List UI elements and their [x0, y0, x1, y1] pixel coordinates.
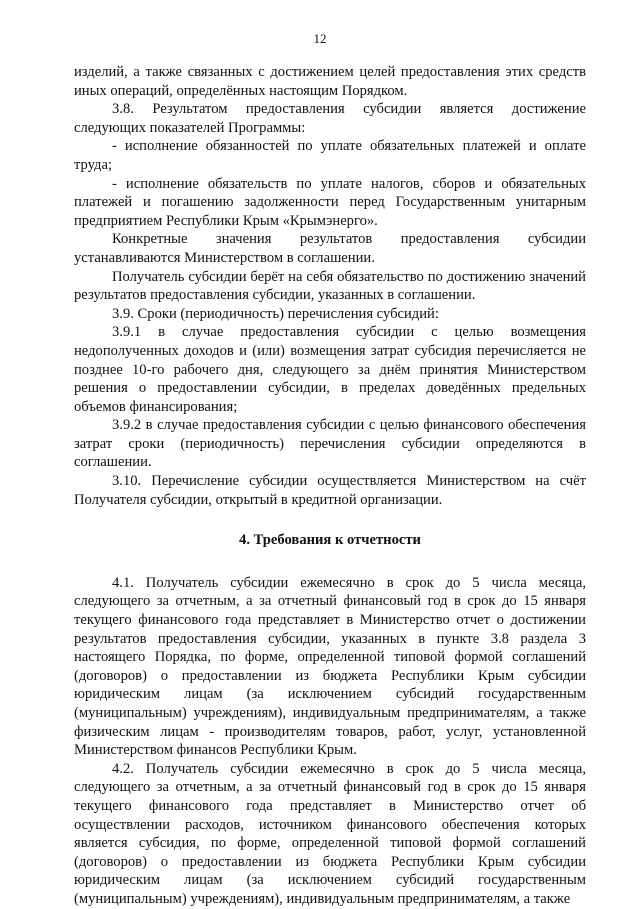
paragraph: изделий, а также связанных с достижением целей предоставления этих средств иных операций, определённых настоящим Порядком. [74, 64, 586, 99]
paragraph: 3.8. Результатом предоставления субсидии является достижение следующих показателей Программы: [74, 101, 586, 136]
section-heading: 4. Требования к отчетности [239, 532, 421, 549]
paragraph: Конкретные значения результатов предоставления субсидии устанавливаются Министерством в соглашении. [74, 231, 586, 266]
paragraph: 3.9.1 в случае предоставления субсидии с целью возмещения недополученных доходов и (или) возмещения затрат субсидия перечисляется не позднее 10-го рабочего дня, следующего за днём принятия Министерством решения о предоставлении субсидии, в пределах доведённых предельных объемов финансирования; [74, 324, 586, 415]
list-item: - исполнение обязанностей по уплате обязательных платежей и оплате труда; [74, 138, 586, 173]
paragraph: 3.10. Перечисление субсидии осуществляется Министерством на счёт Получателя субсидии, открытый в кредитной организации. [74, 473, 586, 508]
list-item: - исполнение обязательств по уплате налогов, сборов и обязательных платежей и погашению задолженности перед Государственным унитарным предприятием Республики Крым «Крымэнерго». [74, 175, 586, 229]
document-body [74, 63, 586, 909]
paragraph: 4.1. Получатель субсидии ежемесячно в срок до 5 числа месяца, следующего за отчетным, а за отчетный финансовый год в срок до 15 января текущего финансового года представляет в Министерство отчет о достижении результатов предоставления субсидии, указанных в пункте 3.8 раздела 3 настоящего Порядка, по форме, определенной типовой формой соглашений (договоров) о предоставлении из бюджета Республики Крым субсидии юридическим лицам (за исключением субсидий государственным (муниципальным) учреждениям), индивидуальным предпринимателям, а также физическим лицам - производителям товаров, работ, услуг, установленной Министерством финансов Республики Крым. [74, 574, 586, 759]
paragraph: Получатель субсидии берёт на себя обязательство по достижению значений результатов предоставления субсидии, указанных в соглашении. [74, 268, 586, 304]
paragraph: 3.9.2 в случае предоставления субсидии с целью финансового обеспечения затрат сроки (периодичность) перечисления субсидии определяются в соглашении. [74, 417, 586, 471]
paragraph: 4.2. Получатель субсидии ежемесячно в срок до 5 числа месяца, следующего за отчетным, а за отчетный финансовый год в срок до 15 января текущего финансового года представляет в Министерство отчет об осуществлении расходов, источником финансового обеспечения которых является субсидия, по форме, определенной типовой формой соглашений (договоров) о предоставлении из бюджета Республики Крым субсидии юридическим лицам (за исключением субсидий государственным (муниципальным) учреждениям), индивидуальным предпринимателям, а также [74, 760, 586, 907]
paragraph: 3.9. Сроки (периодичность) перечисления субсидий: [112, 305, 439, 322]
page-number: 12 [313, 31, 327, 46]
